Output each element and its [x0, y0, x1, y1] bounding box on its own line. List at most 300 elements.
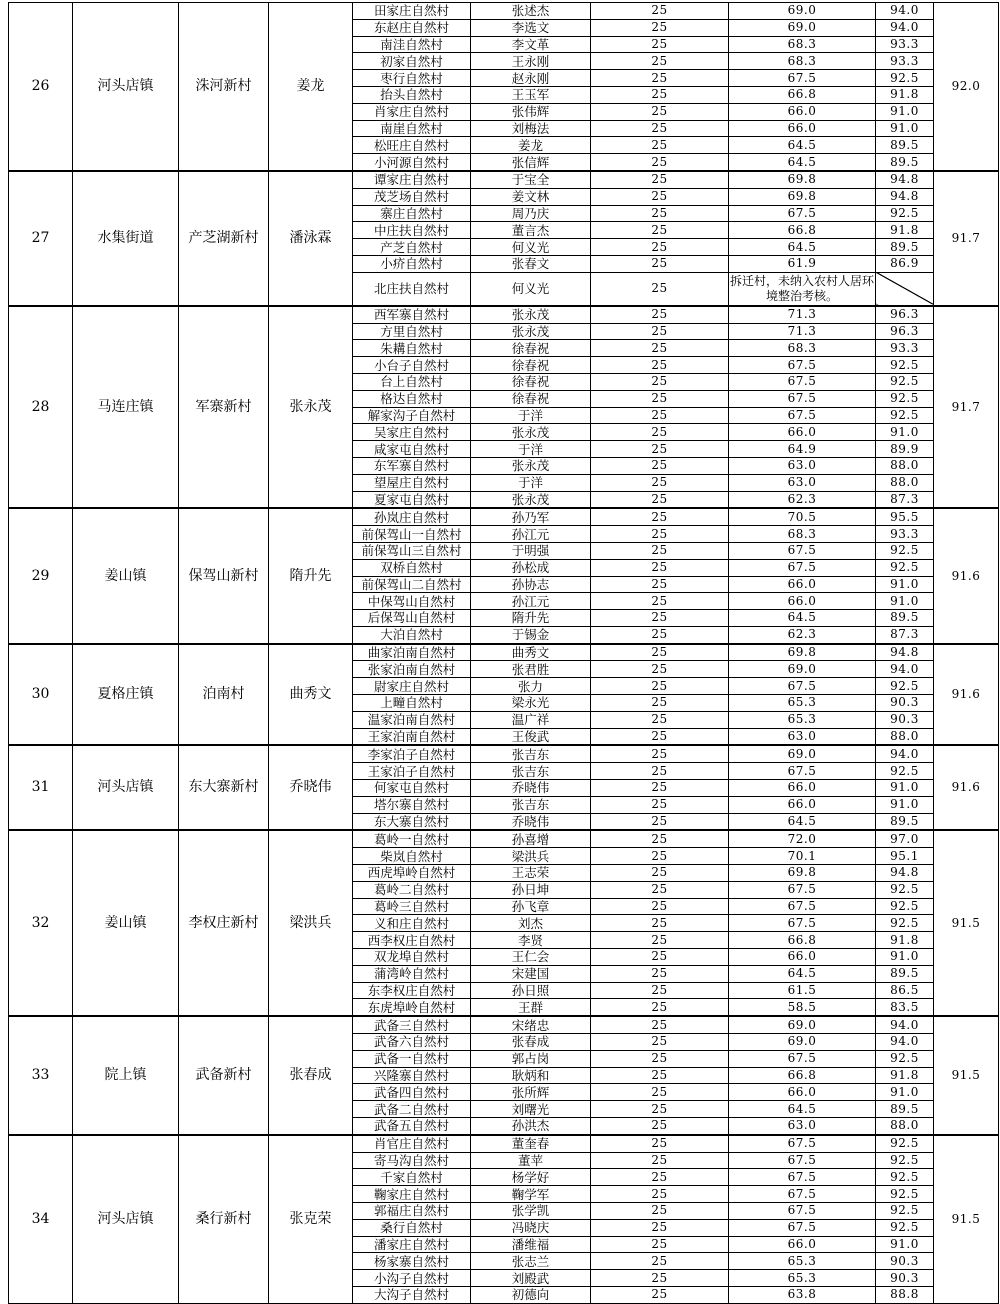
assessment-score: 62.3	[729, 626, 876, 643]
base-score: 25	[591, 340, 729, 357]
assessment-score: 62.3	[729, 491, 876, 508]
total-score: 91.0	[876, 103, 934, 120]
natural-village-name: 中保驾山自然村	[353, 593, 471, 610]
natural-village-name: 何家屯自然村	[353, 780, 471, 797]
total-score: 91.0	[876, 1084, 934, 1101]
total-score: 88.8	[876, 1286, 934, 1303]
base-score: 25	[591, 255, 729, 272]
total-score: 88.0	[876, 474, 934, 491]
base-score: 25	[591, 36, 729, 53]
person-in-charge: 董苹	[471, 1152, 591, 1169]
person-in-charge: 张春成	[471, 1034, 591, 1051]
total-score: 92.5	[876, 1135, 934, 1152]
person-in-charge: 孙松成	[471, 559, 591, 576]
base-score: 25	[591, 830, 729, 847]
natural-village-name: 吴家庄自然村	[353, 424, 471, 441]
assessment-score: 68.3	[729, 340, 876, 357]
base-score: 25	[591, 306, 729, 323]
total-score: 97.0	[876, 830, 934, 847]
natural-village-name: 塔尔寨自然村	[353, 796, 471, 813]
assessment-score: 63.0	[729, 728, 876, 745]
total-score: 92.5	[876, 407, 934, 424]
assessment-score: 68.3	[729, 53, 876, 70]
village-leader: 隋升先	[269, 508, 353, 643]
base-score: 25	[591, 1253, 729, 1270]
person-in-charge: 于明强	[471, 542, 591, 559]
remark-note: 拆迁村，未纳入农村人居环境整治考核。	[729, 272, 876, 306]
total-score: 91.8	[876, 86, 934, 103]
assessment-score: 66.0	[729, 593, 876, 610]
natural-village-name: 双桥自然村	[353, 559, 471, 576]
new-village-name: 东大寨新村	[179, 745, 269, 830]
person-in-charge: 刘梅法	[471, 120, 591, 137]
natural-village-name: 产芝自然村	[353, 239, 471, 256]
natural-village-name: 郭福庄自然村	[353, 1202, 471, 1219]
total-score: 91.0	[876, 796, 934, 813]
natural-village-name: 兴隆寨自然村	[353, 1067, 471, 1084]
total-score: 89.5	[876, 1101, 934, 1118]
empty-score-cell	[876, 272, 934, 306]
assessment-score: 67.5	[729, 70, 876, 87]
assessment-score: 67.5	[729, 1169, 876, 1186]
base-score: 25	[591, 491, 729, 508]
person-in-charge: 刘曙光	[471, 1101, 591, 1118]
person-in-charge: 乔晓伟	[471, 813, 591, 830]
person-in-charge: 温广祥	[471, 711, 591, 728]
total-score: 96.3	[876, 323, 934, 340]
natural-village-name: 温家泊南自然村	[353, 711, 471, 728]
group-number: 34	[9, 1135, 73, 1303]
person-in-charge: 于洋	[471, 407, 591, 424]
natural-village-name: 朱耩自然村	[353, 340, 471, 357]
total-score: 90.3	[876, 711, 934, 728]
natural-village-name: 东大寨自然村	[353, 813, 471, 830]
person-in-charge: 张信辉	[471, 154, 591, 171]
natural-village-name: 谭家庄自然村	[353, 171, 471, 188]
natural-village-name: 大沟子自然村	[353, 1286, 471, 1303]
assessment-score: 61.5	[729, 982, 876, 999]
person-in-charge: 王仁会	[471, 949, 591, 966]
natural-village-name: 武备四自然村	[353, 1084, 471, 1101]
total-score: 91.0	[876, 780, 934, 797]
assessment-score: 67.5	[729, 205, 876, 222]
village-leader: 梁洪兵	[269, 830, 353, 1016]
natural-village-name: 松旺庄自然村	[353, 137, 471, 154]
total-score: 83.5	[876, 999, 934, 1016]
person-in-charge: 曲秀文	[471, 644, 591, 661]
table-row	[9, 3, 999, 20]
person-in-charge: 于洋	[471, 474, 591, 491]
total-score: 92.5	[876, 1186, 934, 1203]
assessment-score: 67.5	[729, 1202, 876, 1219]
base-score: 25	[591, 965, 729, 982]
village-average-score: 91.7	[934, 171, 999, 306]
total-score: 94.0	[876, 19, 934, 36]
table-row	[9, 644, 999, 661]
natural-village-name: 肖家庄自然村	[353, 103, 471, 120]
person-in-charge: 赵永刚	[471, 70, 591, 87]
base-score: 25	[591, 137, 729, 154]
base-score: 25	[591, 593, 729, 610]
assessment-score: 69.0	[729, 19, 876, 36]
assessment-score: 69.0	[729, 745, 876, 762]
total-score: 87.3	[876, 626, 934, 643]
assessment-score: 58.5	[729, 999, 876, 1016]
natural-village-name: 孙岚庄自然村	[353, 508, 471, 525]
total-score: 89.5	[876, 154, 934, 171]
assessment-score: 71.3	[729, 323, 876, 340]
assessment-score: 64.5	[729, 1101, 876, 1118]
natural-village-name: 南洼自然村	[353, 36, 471, 53]
base-score: 25	[591, 407, 729, 424]
person-in-charge: 张吉东	[471, 796, 591, 813]
assessment-score: 63.0	[729, 474, 876, 491]
total-score: 92.5	[876, 357, 934, 374]
base-score: 25	[591, 678, 729, 695]
village-leader: 乔晓伟	[269, 745, 353, 830]
total-score: 92.5	[876, 542, 934, 559]
base-score: 25	[591, 932, 729, 949]
base-score: 25	[591, 171, 729, 188]
assessment-score: 66.0	[729, 424, 876, 441]
person-in-charge: 张述杰	[471, 3, 591, 20]
assessment-score: 66.0	[729, 1236, 876, 1253]
base-score: 25	[591, 1236, 729, 1253]
total-score: 94.8	[876, 865, 934, 882]
natural-village-name: 武备六自然村	[353, 1034, 471, 1051]
new-village-name: 洙河新村	[179, 3, 269, 171]
natural-village-name: 东军寨自然村	[353, 457, 471, 474]
town-name: 河头店镇	[73, 3, 179, 171]
total-score: 92.5	[876, 373, 934, 390]
person-in-charge: 徐春祝	[471, 373, 591, 390]
table-row	[9, 306, 999, 323]
assessment-score: 66.8	[729, 932, 876, 949]
total-score: 96.3	[876, 306, 934, 323]
assessment-score: 69.8	[729, 865, 876, 882]
town-name: 院上镇	[73, 1016, 179, 1135]
assessment-score: 65.3	[729, 695, 876, 712]
total-score: 91.0	[876, 593, 934, 610]
group-number: 30	[9, 644, 73, 746]
person-in-charge: 张力	[471, 678, 591, 695]
base-score: 25	[591, 626, 729, 643]
natural-village-name: 千家自然村	[353, 1169, 471, 1186]
total-score: 90.3	[876, 1253, 934, 1270]
total-score: 91.0	[876, 424, 934, 441]
natural-village-name: 咸家屯自然村	[353, 441, 471, 458]
total-score: 94.0	[876, 661, 934, 678]
person-in-charge: 王志荣	[471, 865, 591, 882]
base-score: 25	[591, 441, 729, 458]
base-score: 25	[591, 949, 729, 966]
natural-village-name: 杨家寨自然村	[353, 1253, 471, 1270]
person-in-charge: 乔晓伟	[471, 780, 591, 797]
base-score: 25	[591, 848, 729, 865]
town-name: 姜山镇	[73, 508, 179, 643]
total-score: 92.5	[876, 1152, 934, 1169]
person-in-charge: 李文革	[471, 36, 591, 53]
natural-village-name: 望屋庄自然村	[353, 474, 471, 491]
person-in-charge: 于宝全	[471, 171, 591, 188]
assessment-score: 67.5	[729, 357, 876, 374]
assessment-score: 70.1	[729, 848, 876, 865]
natural-village-name: 前保驾山三自然村	[353, 542, 471, 559]
person-in-charge: 张所辉	[471, 1084, 591, 1101]
town-name: 姜山镇	[73, 830, 179, 1016]
assessment-score: 67.5	[729, 390, 876, 407]
person-in-charge: 郭占岗	[471, 1050, 591, 1067]
total-score: 92.5	[876, 70, 934, 87]
town-name: 夏格庄镇	[73, 644, 179, 746]
base-score: 25	[591, 865, 729, 882]
base-score: 25	[591, 1118, 729, 1135]
natural-village-name: 武备二自然村	[353, 1101, 471, 1118]
total-score: 92.5	[876, 1169, 934, 1186]
base-score: 25	[591, 1135, 729, 1152]
natural-village-name: 小沟子自然村	[353, 1270, 471, 1287]
assessment-score: 63.8	[729, 1286, 876, 1303]
base-score: 25	[591, 559, 729, 576]
base-score: 25	[591, 272, 729, 306]
base-score: 25	[591, 53, 729, 70]
total-score: 89.5	[876, 239, 934, 256]
base-score: 25	[591, 120, 729, 137]
assessment-score: 69.8	[729, 188, 876, 205]
person-in-charge: 徐春祝	[471, 340, 591, 357]
town-name: 河头店镇	[73, 1135, 179, 1303]
total-score: 94.8	[876, 644, 934, 661]
village-leader: 姜龙	[269, 3, 353, 171]
town-name: 河头店镇	[73, 745, 179, 830]
base-score: 25	[591, 1050, 729, 1067]
assessment-score: 69.8	[729, 171, 876, 188]
natural-village-name: 双龙埠自然村	[353, 949, 471, 966]
assessment-score: 67.5	[729, 1135, 876, 1152]
assessment-score: 67.5	[729, 373, 876, 390]
natural-village-name: 小台子自然村	[353, 357, 471, 374]
assessment-score: 66.0	[729, 796, 876, 813]
assessment-score: 66.0	[729, 1084, 876, 1101]
base-score: 25	[591, 188, 729, 205]
base-score: 25	[591, 1101, 729, 1118]
assessment-score: 67.5	[729, 898, 876, 915]
total-score: 91.8	[876, 932, 934, 949]
natural-village-name: 北庄扶自然村	[353, 272, 471, 306]
village-leader: 张春成	[269, 1016, 353, 1135]
person-in-charge: 宋绪忠	[471, 1016, 591, 1033]
new-village-name: 保驾山新村	[179, 508, 269, 643]
person-in-charge: 孙江元	[471, 526, 591, 543]
person-in-charge: 孙洪杰	[471, 1118, 591, 1135]
base-score: 25	[591, 70, 729, 87]
person-in-charge: 潘维福	[471, 1236, 591, 1253]
total-score: 91.0	[876, 120, 934, 137]
base-score: 25	[591, 526, 729, 543]
assessment-score: 67.5	[729, 678, 876, 695]
person-in-charge: 周乃庆	[471, 205, 591, 222]
assessment-score: 68.3	[729, 526, 876, 543]
person-in-charge: 徐春祝	[471, 357, 591, 374]
total-score: 92.5	[876, 1219, 934, 1236]
base-score: 25	[591, 239, 729, 256]
village-leader: 曲秀文	[269, 644, 353, 746]
natural-village-name: 蒲湾岭自然村	[353, 965, 471, 982]
base-score: 25	[591, 661, 729, 678]
total-score: 91.0	[876, 1236, 934, 1253]
person-in-charge: 孙协志	[471, 576, 591, 593]
group-number: 26	[9, 3, 73, 171]
person-in-charge: 董奎春	[471, 1135, 591, 1152]
total-score: 94.0	[876, 1034, 934, 1051]
person-in-charge: 孙江元	[471, 593, 591, 610]
natural-village-name: 东赵庄自然村	[353, 19, 471, 36]
assessment-score: 64.5	[729, 154, 876, 171]
base-score: 25	[591, 1270, 729, 1287]
natural-village-name: 葛岭三自然村	[353, 898, 471, 915]
village-score-table	[8, 2, 999, 1304]
person-in-charge: 于锡金	[471, 626, 591, 643]
assessment-score: 66.8	[729, 1067, 876, 1084]
assessment-score: 67.5	[729, 559, 876, 576]
natural-village-name: 寄马沟自然村	[353, 1152, 471, 1169]
total-score: 95.1	[876, 848, 934, 865]
assessment-score: 67.5	[729, 915, 876, 932]
person-in-charge: 王俊武	[471, 728, 591, 745]
assessment-score: 67.5	[729, 1219, 876, 1236]
new-village-name: 泊南村	[179, 644, 269, 746]
person-in-charge: 徐春祝	[471, 390, 591, 407]
total-score: 92.5	[876, 559, 934, 576]
natural-village-name: 前保驾山二自然村	[353, 576, 471, 593]
natural-village-name: 格达自然村	[353, 390, 471, 407]
group-number: 33	[9, 1016, 73, 1135]
assessment-score: 66.0	[729, 103, 876, 120]
natural-village-name: 夏家屯自然村	[353, 491, 471, 508]
village-average-score: 91.5	[934, 1135, 999, 1303]
natural-village-name: 张家泊南自然村	[353, 661, 471, 678]
base-score: 25	[591, 1286, 729, 1303]
assessment-score: 69.0	[729, 3, 876, 20]
natural-village-name: 枣行自然村	[353, 70, 471, 87]
base-score: 25	[591, 780, 729, 797]
natural-village-name: 南崖自然村	[353, 120, 471, 137]
base-score: 25	[591, 390, 729, 407]
person-in-charge: 姜文林	[471, 188, 591, 205]
assessment-score: 69.8	[729, 644, 876, 661]
person-in-charge: 何义光	[471, 239, 591, 256]
base-score: 25	[591, 881, 729, 898]
natural-village-name: 李家泊子自然村	[353, 745, 471, 762]
base-score: 25	[591, 1219, 729, 1236]
natural-village-name: 解家沟子自然村	[353, 407, 471, 424]
total-score: 93.3	[876, 36, 934, 53]
total-score: 86.5	[876, 982, 934, 999]
person-in-charge: 张志兰	[471, 1253, 591, 1270]
table-row	[9, 171, 999, 188]
person-in-charge: 张君胜	[471, 661, 591, 678]
town-name: 水集街道	[73, 171, 179, 306]
assessment-score: 65.3	[729, 1253, 876, 1270]
assessment-score: 65.3	[729, 1270, 876, 1287]
new-village-name: 李权庄新村	[179, 830, 269, 1016]
natural-village-name: 小疥自然村	[353, 255, 471, 272]
base-score: 25	[591, 644, 729, 661]
person-in-charge: 李选文	[471, 19, 591, 36]
person-in-charge: 张永茂	[471, 424, 591, 441]
natural-village-name: 大泊自然村	[353, 626, 471, 643]
assessment-score: 66.0	[729, 780, 876, 797]
base-score: 25	[591, 1084, 729, 1101]
natural-village-name: 寨庄自然村	[353, 205, 471, 222]
assessment-score: 66.0	[729, 120, 876, 137]
assessment-score: 66.0	[729, 576, 876, 593]
assessment-score: 67.5	[729, 763, 876, 780]
base-score: 25	[591, 222, 729, 239]
total-score: 92.5	[876, 898, 934, 915]
new-village-name: 桑行新村	[179, 1135, 269, 1303]
person-in-charge: 张春文	[471, 255, 591, 272]
base-score: 25	[591, 745, 729, 762]
village-average-score: 91.6	[934, 745, 999, 830]
total-score: 94.0	[876, 1016, 934, 1033]
assessment-score: 64.5	[729, 137, 876, 154]
total-score: 90.3	[876, 1270, 934, 1287]
village-leader: 张克荣	[269, 1135, 353, 1303]
person-in-charge: 刘杰	[471, 915, 591, 932]
person-in-charge: 王永刚	[471, 53, 591, 70]
assessment-score: 70.5	[729, 508, 876, 525]
base-score: 25	[591, 763, 729, 780]
person-in-charge: 张学凯	[471, 1202, 591, 1219]
village-average-score: 92.0	[934, 3, 999, 171]
group-number: 31	[9, 745, 73, 830]
natural-village-name: 王家泊子自然村	[353, 763, 471, 780]
assessment-score: 64.5	[729, 239, 876, 256]
total-score: 88.0	[876, 1118, 934, 1135]
natural-village-name: 小河源自然村	[353, 154, 471, 171]
natural-village-name: 抬头自然村	[353, 86, 471, 103]
natural-village-name: 方里自然村	[353, 323, 471, 340]
natural-village-name: 中庄扶自然村	[353, 222, 471, 239]
assessment-score: 63.0	[729, 1118, 876, 1135]
natural-village-name: 上疃自然村	[353, 695, 471, 712]
base-score: 25	[591, 424, 729, 441]
base-score: 25	[591, 373, 729, 390]
natural-village-name: 武备三自然村	[353, 1016, 471, 1033]
total-score: 91.0	[876, 576, 934, 593]
base-score: 25	[591, 1169, 729, 1186]
base-score: 25	[591, 474, 729, 491]
assessment-score: 65.3	[729, 711, 876, 728]
total-score: 92.5	[876, 205, 934, 222]
base-score: 25	[591, 3, 729, 20]
total-score: 91.0	[876, 949, 934, 966]
base-score: 25	[591, 898, 729, 915]
base-score: 25	[591, 999, 729, 1016]
base-score: 25	[591, 154, 729, 171]
assessment-score: 71.3	[729, 306, 876, 323]
person-in-charge: 孙飞章	[471, 898, 591, 915]
village-leader: 张永茂	[269, 306, 353, 509]
total-score: 95.5	[876, 508, 934, 525]
person-in-charge: 张吉东	[471, 763, 591, 780]
village-leader: 潘泳霖	[269, 171, 353, 306]
assessment-score: 68.3	[729, 36, 876, 53]
town-name: 马连庄镇	[73, 306, 179, 509]
total-score: 91.8	[876, 1067, 934, 1084]
assessment-score: 69.0	[729, 661, 876, 678]
